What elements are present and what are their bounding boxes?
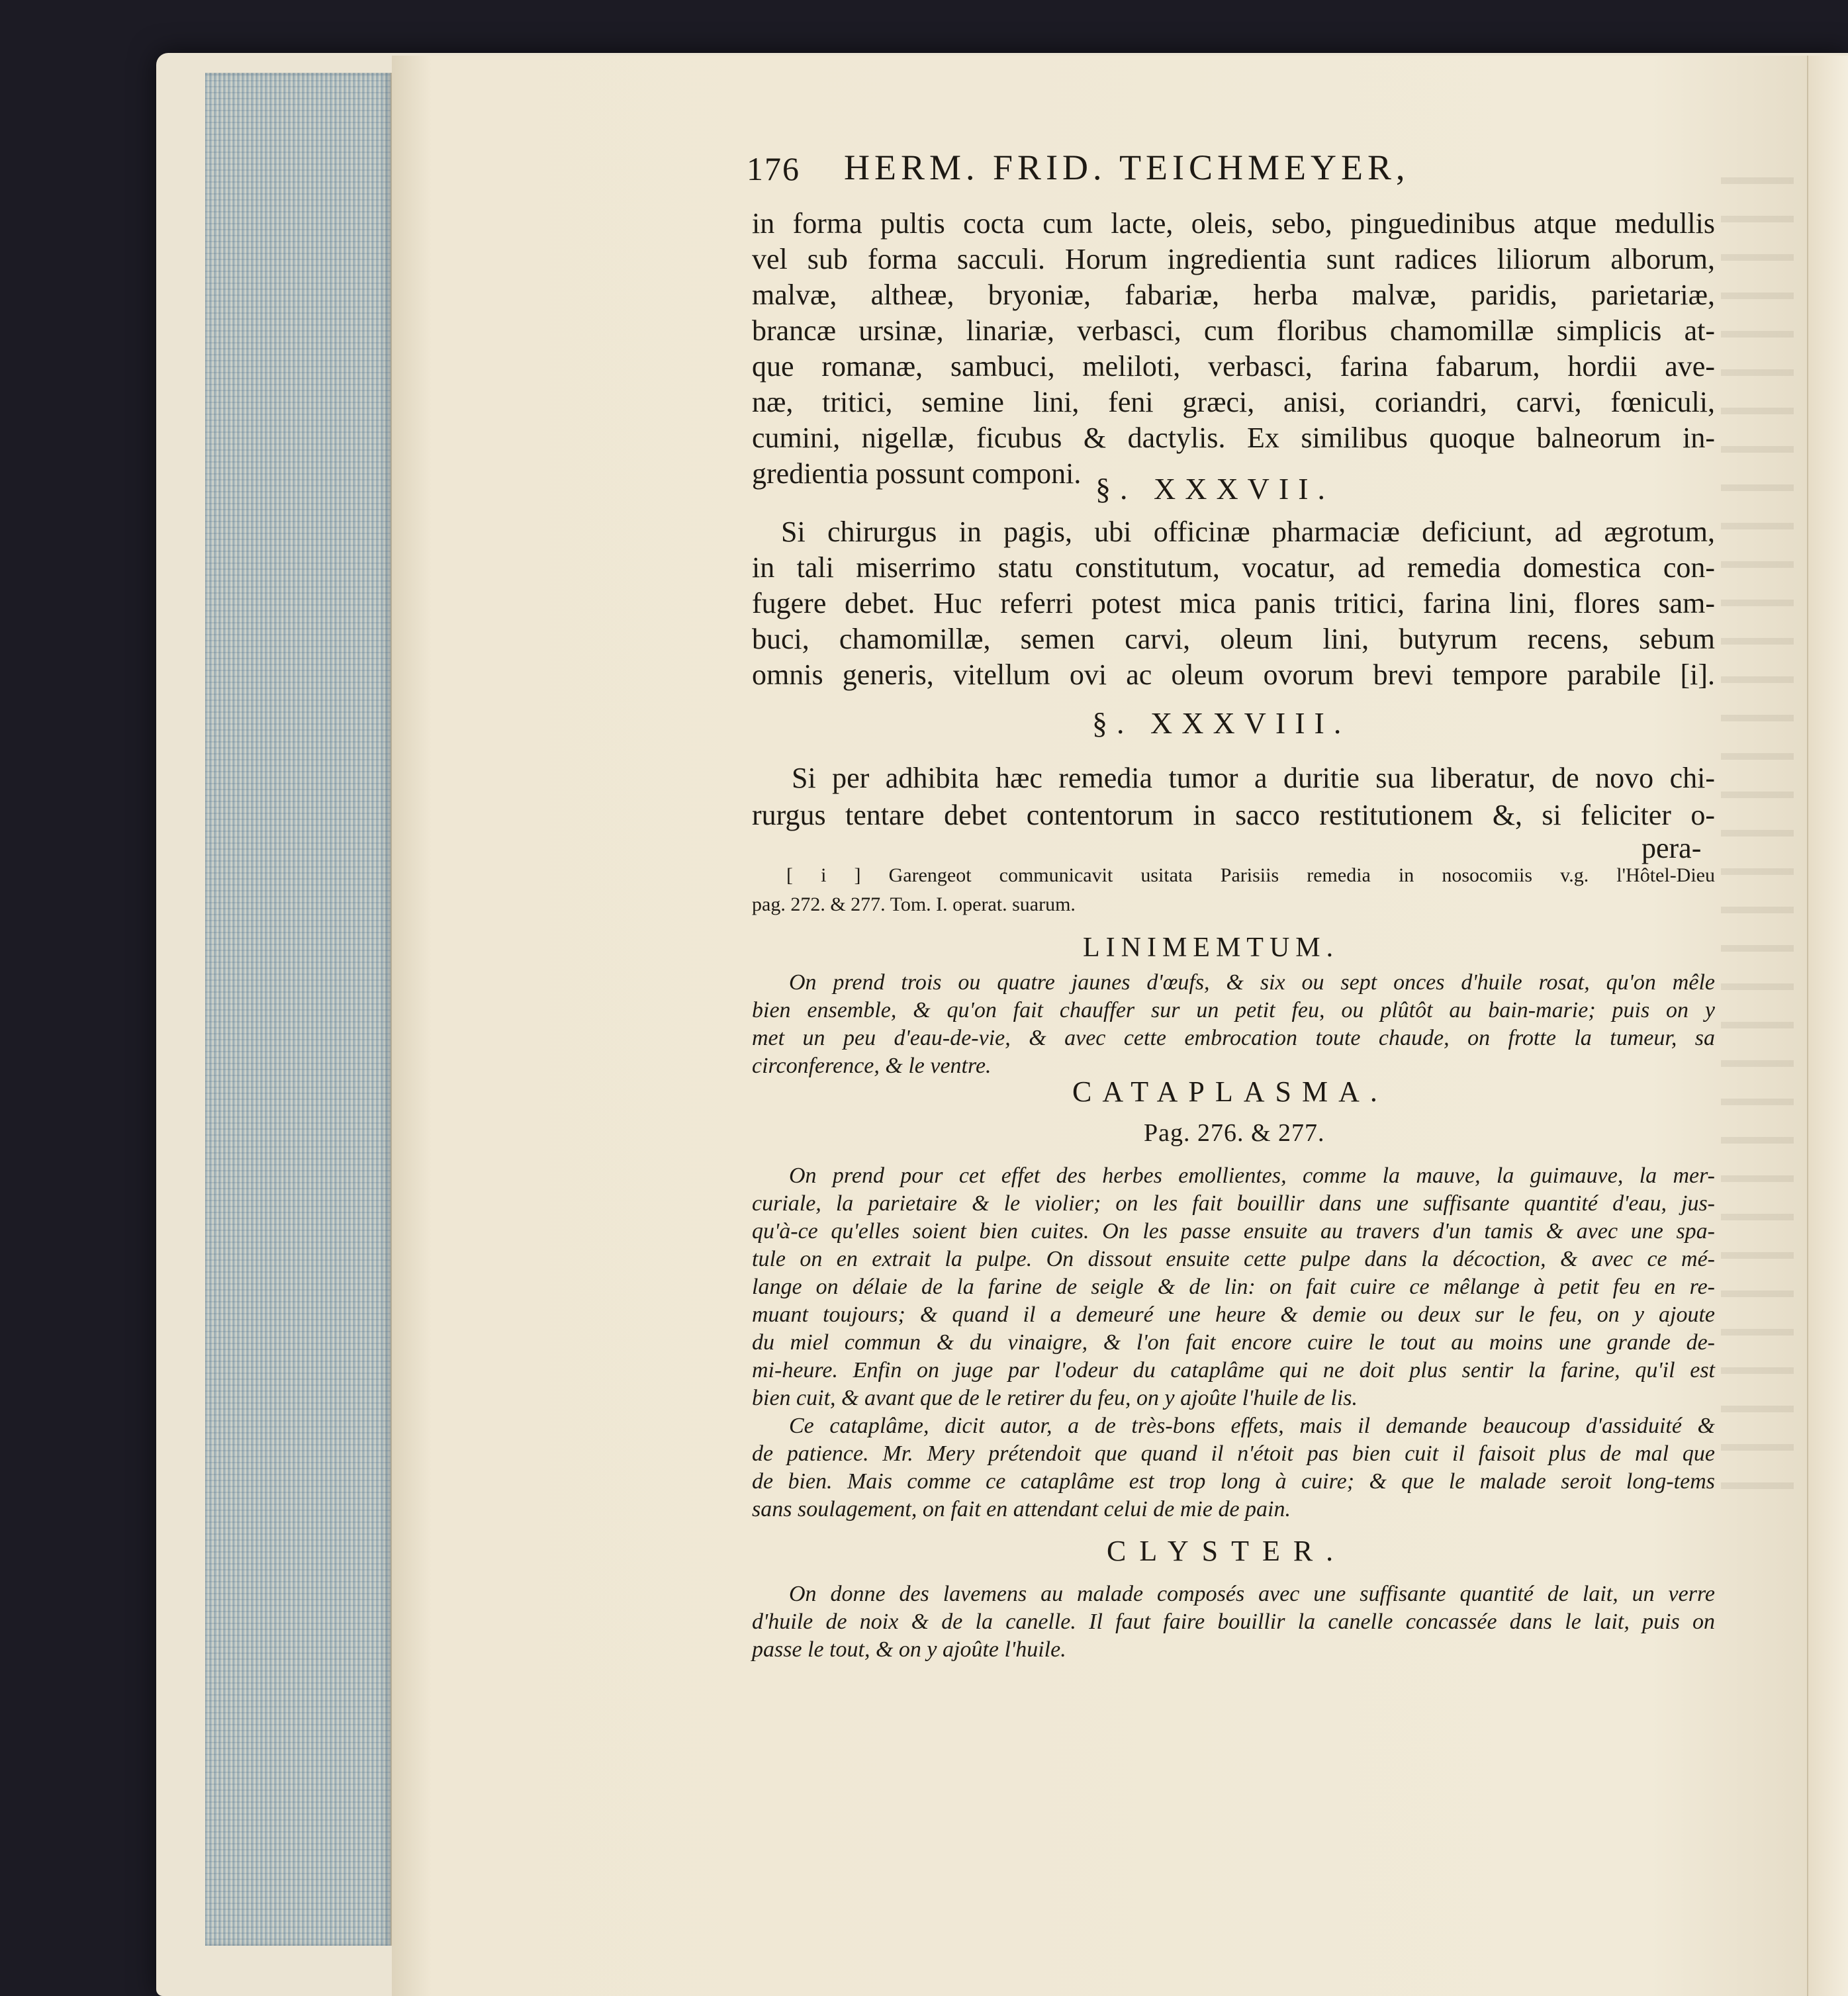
running-title: HERM. FRID. TEICHMEYER, <box>844 148 1410 187</box>
bleed-through-text <box>1721 165 1794 1489</box>
body-line: que romanæ, sambuci, meliloti, verbasci, farina fabarum, hordii ave- <box>752 350 1715 383</box>
section-heading: §. XXXVIII. <box>1092 706 1351 740</box>
french-line: de bien. Mais comme ce cataplâme est trop long à cuire; & que le malade seroit long-tems <box>752 1469 1715 1494</box>
french-line: On prend trois ou quatre jaunes d'œufs, & six ou sept onces d'huile rosat, qu'on mêle <box>789 970 1715 995</box>
french-line: Ce cataplâme, dicit autor, a de très-bons effets, mais il demande beaucoup d'assiduité & <box>789 1414 1715 1438</box>
french-line: du miel commun & du vinaigre, & l'on fait encore cuire le tout au moins une grande de- <box>752 1330 1715 1355</box>
french-line: On donne des lavemens au malade composés avec une suffisante quantité de lait, un verre <box>789 1582 1715 1606</box>
facing-page-edge <box>1807 56 1848 1996</box>
body-line: cumini, nigellæ, ficubus & dactylis. Ex similibus quoque balneorum in- <box>752 422 1715 454</box>
french-line: lange on délaie de la farine de seigle & de lin: on fait cuire ce mêlange à petit feu en re- <box>752 1275 1715 1299</box>
french-line: passe le tout, & on y ajoûte l'huile. <box>752 1637 1066 1662</box>
french-line: tule on en extrait la pulpe. On dissout ensuite cette pulpe dans la décoction, & avec ce mé- <box>752 1247 1715 1271</box>
french-line: On prend pour cet effet des herbes emollientes, comme la mauve, la guimauve, la mer- <box>789 1163 1715 1188</box>
body-line: rurgus tentare debet contentorum in sacco restitutionem &, si feliciter o- <box>752 799 1715 831</box>
section-heading: §. XXXVII. <box>1095 472 1335 506</box>
body-line: fugere debet. Huc referri potest mica panis tritici, farina lini, flores sam- <box>752 587 1715 619</box>
body-line: brancæ ursinæ, linariæ, verbasci, cum floribus chamomillæ simplicis at- <box>752 314 1715 347</box>
page-block-edges <box>205 73 392 1946</box>
french-line: muant toujours; & quand il a demeuré une heure & demie ou deux sur le feu, on y ajoute <box>752 1302 1715 1327</box>
section-heading: CLYSTER. <box>1107 1535 1347 1567</box>
body-line: vel sub forma sacculi. Horum ingredientia sunt radices liliorum alborum, <box>752 243 1715 275</box>
french-line: sans soulagement, on fait en attendant celui de mie de pain. <box>752 1497 1291 1521</box>
french-line: curiale, la parietaire & le violier; on les fait bouillir dans une suffisante quantité d'eau, jus- <box>752 1191 1715 1216</box>
french-line: bien ensemble, & qu'on fait chauffer sur un petit feu, ou plûtôt au bain-marie; puis on y <box>752 998 1715 1022</box>
body-line: Si per adhibita hæc remedia tumor a duritie sua liberatur, de novo chi- <box>792 762 1715 794</box>
body-line: gredientia possunt componi. <box>752 457 1082 490</box>
body-line: buci, chamomillæ, semen carvi, oleum lini, butyrum recens, sebum <box>752 623 1715 655</box>
catchword: pera- <box>1641 832 1702 864</box>
french-line: bien cuit, & avant que de le retirer du feu, on y ajoûte l'huile de lis. <box>752 1386 1358 1410</box>
french-line: d'huile de noix & de la canelle. Il faut faire bouillir la canelle concassée dans le lait, puis on <box>752 1610 1715 1634</box>
body-line: in forma pultis cocta cum lacte, oleis, sebo, pinguedinibus atque medullis <box>752 207 1715 240</box>
section-heading: LINIMEMTUM. <box>1083 932 1340 963</box>
french-line: circonference, & le ventre. <box>752 1054 992 1078</box>
body-line: omnis generis, vitellum ovi ac oleum ovorum brevi tempore parabile [i]. <box>752 658 1715 691</box>
section-heading: CATAPLASMA. <box>1072 1075 1388 1108</box>
section-subheading: Pag. 276. & 277. <box>1144 1119 1325 1147</box>
french-line: met un peu d'eau-de-vie, & avec cette embrocation toute chaude, on frotte la tumeur, sa <box>752 1026 1715 1050</box>
footnote-line: pag. 272. & 277. Tom. I. operat. suarum. <box>752 893 1076 915</box>
footnote-line: [ i ] Garengeot communicavit usitata Parisiis remedia in nosocomiis v.g. l'Hôtel-Dieu <box>786 864 1715 886</box>
french-line: mi-heure. Enfin on juge par l'odeur du cataplâme qui ne doit plus sentir la farine, qu'il est <box>752 1358 1715 1383</box>
french-line: de patience. Mr. Mery prétendoit que quand il n'étoit pas bien cuit il faisoit plus de mal que <box>752 1441 1715 1466</box>
body-line: in tali miserrimo statu constitutum, vocatur, ad remedia domestica con- <box>752 551 1715 584</box>
body-line: Si chirurgus in pagis, ubi officinæ pharmaciæ deficiunt, ad ægrotum, <box>781 516 1715 548</box>
french-line: qu'à-ce qu'elles soient bien cuites. On les passe ensuite au travers d'un tamis & avec une spa- <box>752 1219 1715 1244</box>
page-number: 176 <box>747 150 800 187</box>
body-line: malvæ, altheæ, bryoniæ, fabariæ, herba malvæ, paridis, parietariæ, <box>752 279 1715 311</box>
body-line: næ, tritici, semine lini, feni græci, anisi, coriandri, carvi, fœniculi, <box>752 386 1715 418</box>
